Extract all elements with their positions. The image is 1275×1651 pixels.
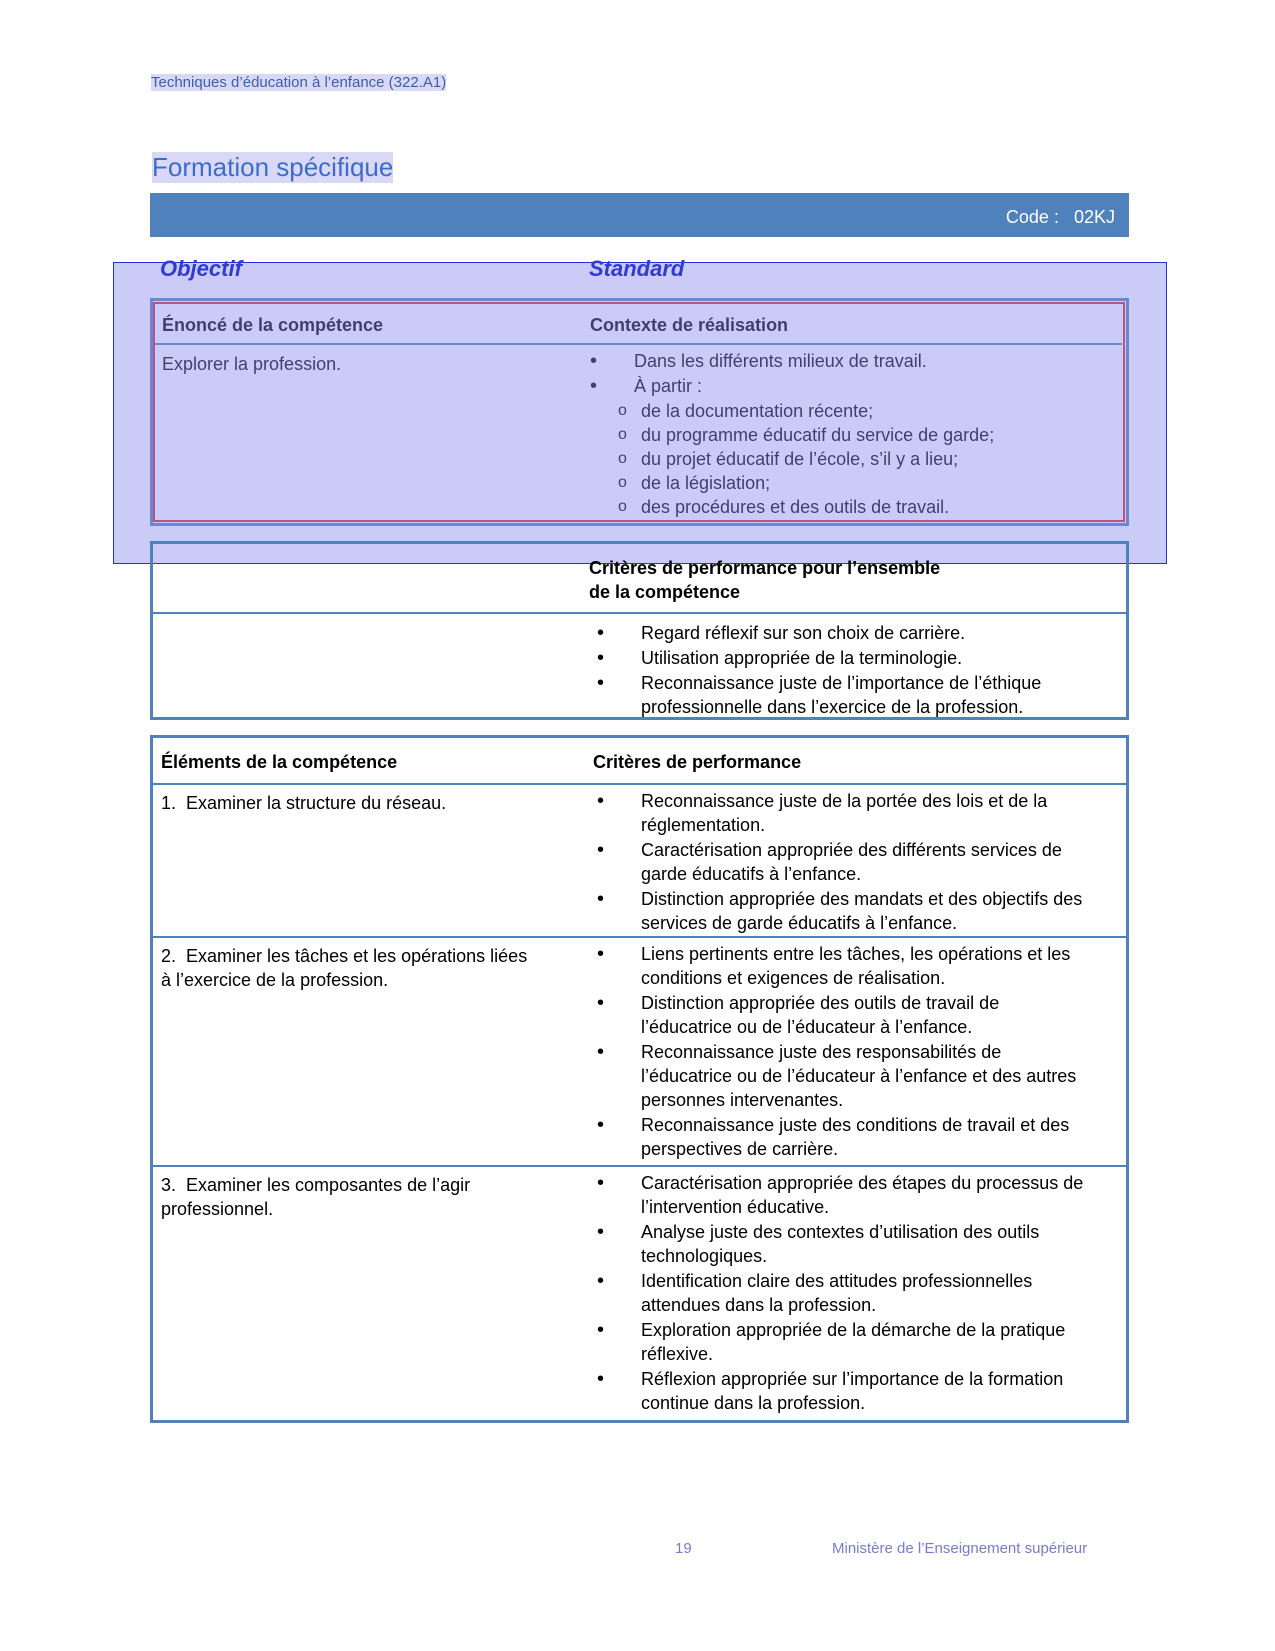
column-label-standard: Standard bbox=[589, 256, 685, 281]
criteria-list-2 bbox=[593, 942, 1093, 1162]
list-item: • Liens pertinents entre les tâches, les opérations et les conditions et exigences de réalisation. bbox=[593, 942, 1093, 990]
sub-list-item: o de la documentation récente; bbox=[586, 399, 1106, 423]
selection-overlay bbox=[113, 262, 1167, 564]
running-header: Techniques d’éducation à l’enfance (322.A1) bbox=[151, 74, 447, 91]
criteres-ensemble-box bbox=[150, 541, 1129, 720]
criteres-ensemble-list bbox=[593, 621, 1083, 720]
list-item: • Analyse juste des contextes d’utilisation des outils technologiques. bbox=[593, 1220, 1093, 1268]
code-value: 02KJ bbox=[1073, 207, 1115, 227]
list-item: • Reconnaissance juste de l’importance de l’éthique professionnelle dans l’exercice de la profession. bbox=[593, 671, 1083, 719]
sub-list-item: o de la législation; bbox=[586, 471, 1106, 495]
sub-list-item: o des procédures et des outils de travail. bbox=[586, 495, 1106, 519]
criteria-list-1 bbox=[593, 789, 1093, 936]
list-item: • Reconnaissance juste de la portée des lois et de la réglementation. bbox=[593, 789, 1093, 837]
criteres-ensemble-heading-line1: Critères de performance pour l’ensemble bbox=[589, 558, 941, 578]
divider bbox=[153, 936, 1126, 938]
elements-box bbox=[150, 735, 1129, 1423]
competence-text: Explorer la profession. bbox=[162, 354, 342, 374]
code-bar bbox=[150, 193, 1129, 237]
section-title: Formation spécifique bbox=[152, 152, 394, 182]
sub-list-item: o du projet éducatif de l’école, s’il y a lieu; bbox=[586, 447, 1106, 471]
page-number: 19 bbox=[675, 1540, 692, 1557]
list-item: • Regard réflexif sur son choix de carrière. bbox=[593, 621, 1083, 645]
criteres-ensemble-heading bbox=[589, 556, 940, 604]
element-item-3: 3. Examiner les composantes de l’agir professionnel. bbox=[161, 1175, 471, 1219]
footer-ministry: Ministère de l’Enseignement supérieur bbox=[832, 1540, 1088, 1557]
list-item: • À partir : bbox=[586, 374, 1106, 398]
list-item: • Reconnaissance juste des conditions de travail et des perspectives de carrière. bbox=[593, 1113, 1093, 1161]
element-item-2: 2. Examiner les tâches et les opérations liées à l’exercice de la profession. bbox=[161, 946, 528, 990]
list-item: • Caractérisation appropriée des étapes du processus de l’intervention éducative. bbox=[593, 1171, 1093, 1219]
criteria-list-3 bbox=[593, 1171, 1093, 1416]
criteres-heading: Critères de performance bbox=[593, 752, 802, 772]
competence-heading: Énoncé de la compétence bbox=[162, 315, 384, 335]
criteres-ensemble-heading-line2: de la compétence bbox=[589, 582, 741, 602]
divider bbox=[153, 612, 1126, 614]
column-label-objectif: Objectif bbox=[160, 256, 242, 281]
list-item: • Dans les différents milieux de travail. bbox=[586, 349, 1106, 373]
code-label bbox=[1006, 207, 1115, 228]
list-item: • Reconnaissance juste des responsabilités de l’éducatrice ou de l’éducateur à l’enfance et des autres personnes intervenantes. bbox=[593, 1040, 1093, 1112]
code-label-text: Code : bbox=[1005, 207, 1059, 227]
list-item: • Identification claire des attitudes professionnelles attendues dans la profession. bbox=[593, 1269, 1093, 1317]
list-item: • Réflexion appropriée sur l’importance de la formation continue dans la profession. bbox=[593, 1367, 1093, 1415]
element-item-1: 1. Examiner la structure du réseau. bbox=[161, 793, 447, 813]
list-item: • Exploration appropriée de la démarche de la pratique réflexive. bbox=[593, 1318, 1093, 1366]
sub-list-item: o du programme éducatif du service de garde; bbox=[586, 423, 1106, 447]
list-item: • Distinction appropriée des mandats et des objectifs des services de garde éducatifs à l’enfance. bbox=[593, 887, 1093, 935]
list-item: • Caractérisation appropriée des différents services de garde éducatifs à l’enfance. bbox=[593, 838, 1093, 886]
elements-heading: Éléments de la compétence bbox=[161, 752, 398, 772]
list-item: • Utilisation appropriée de la terminologie. bbox=[593, 646, 1083, 670]
divider bbox=[153, 1165, 1126, 1167]
list-item: • Distinction appropriée des outils de travail de l’éducatrice ou de l’éducateur à l’enfance. bbox=[593, 991, 1093, 1039]
contexte-heading: Contexte de réalisation bbox=[590, 315, 789, 335]
divider bbox=[153, 783, 1126, 785]
